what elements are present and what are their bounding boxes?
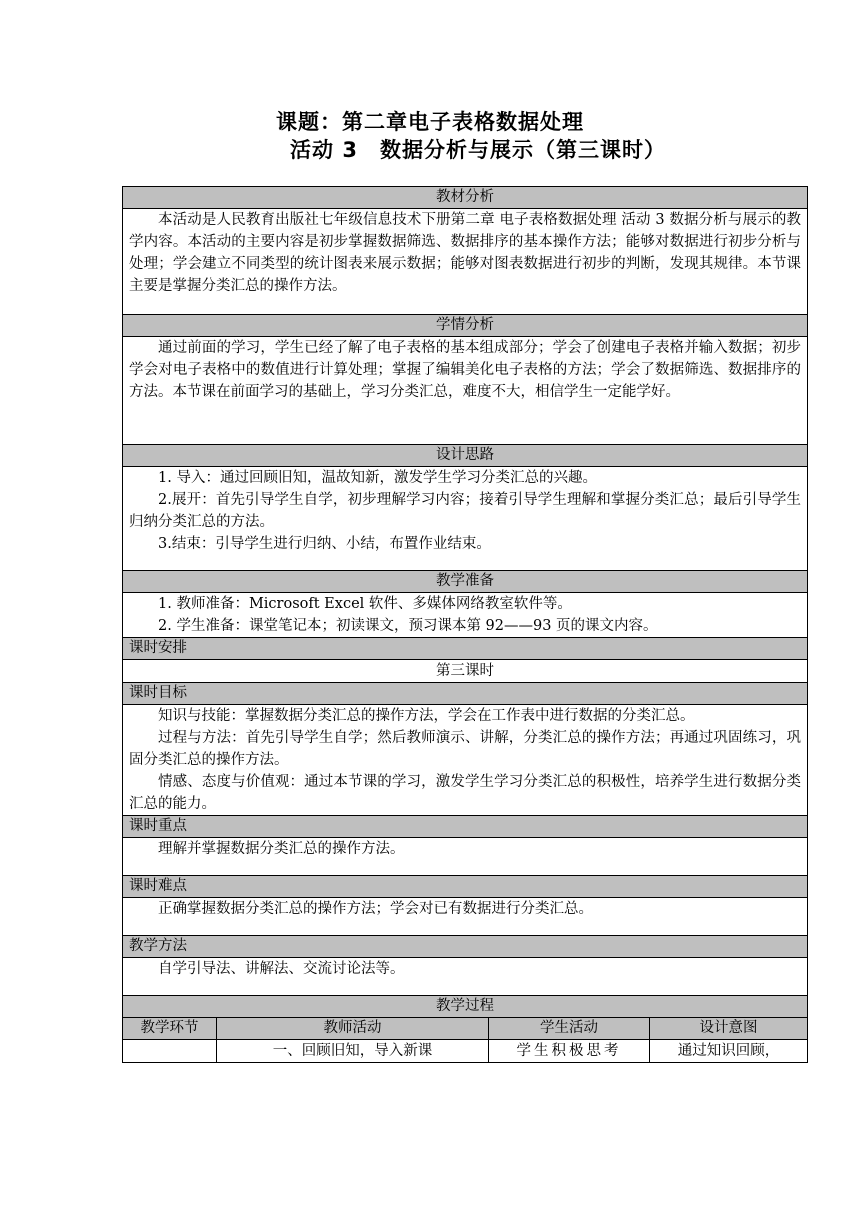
key-point-cell xyxy=(123,838,808,876)
section-header-row xyxy=(123,445,808,467)
preparation-item: 1. 教师准备：Microsoft Excel 软件、多媒体网络教室软件等。 xyxy=(158,596,572,612)
methods-header: 教学方法 xyxy=(123,936,808,958)
section-body-row xyxy=(123,705,808,816)
section-header-row xyxy=(123,816,808,838)
section-header-row xyxy=(123,936,808,958)
document-subtitle: 活动 3 数据分析与展示（第三课时） xyxy=(290,138,666,162)
key-point-text: 理解并掌握数据分类汇总的操作方法。 xyxy=(158,841,405,857)
process-column-header: 教学环节 xyxy=(123,1018,217,1040)
methods-text: 自学引导法、讲解法、交流讨论法等。 xyxy=(158,961,405,977)
section-header-row xyxy=(123,315,808,337)
preparation-header: 教学准备 xyxy=(123,571,808,593)
section-body-row xyxy=(123,660,808,683)
section-header-row xyxy=(123,187,808,209)
design-idea-item: 3.结束：引导学生进行归纳、小结，布置作业结束。 xyxy=(158,536,491,552)
textbook-analysis-cell xyxy=(123,209,808,315)
section-body-row xyxy=(123,898,808,936)
difficulty-cell xyxy=(123,898,808,936)
process-column-header: 设计意图 xyxy=(650,1018,808,1040)
objective-item: 情感、态度与价值观：通过本节课的学习，激发学生学习分类汇总的积极性，培养学生进行数据分类汇总的能力。 xyxy=(129,774,801,812)
schedule-header: 课时安排 xyxy=(123,638,808,660)
design-idea-item: 2.展开：首先引导学生自学，初步理解学习内容；接着引导学生理解和掌握分类汇总；最后引导学生归纳分类汇总的方法。 xyxy=(129,492,801,530)
design-ideas-cell xyxy=(123,467,808,571)
objective-item: 过程与方法：首先引导学生自学；然后教师演示、讲解，分类汇总的操作方法；再通过巩固练习，巩固分类汇总的操作方法。 xyxy=(129,730,801,768)
document-title: 课题：第二章电子表格数据处理 xyxy=(276,110,584,134)
student-analysis-cell xyxy=(123,337,808,445)
lesson-plan-table xyxy=(122,186,808,1063)
section-body-row xyxy=(123,467,808,571)
section-header-row xyxy=(123,638,808,660)
process-cell-student: 学生积极思考 xyxy=(489,1040,650,1063)
textbook-analysis-text: 本活动是人民教育出版社七年级信息技术下册第二章 电子表格数据处理 活动 3 数据分析与展示的教学内容。本活动的主要内容是初步掌握数据筛选、数据排序的基本操作方法；能够对数据进行初步分析与处理；学会建立不同类型的统计图表来展示数据；能够对图表数据进行初步的判断，发现其规律。本节课主要是掌握分类汇总的操作方法。 xyxy=(129,212,801,294)
design-ideas-header: 设计思路 xyxy=(123,445,808,467)
preparation-cell xyxy=(123,593,808,638)
difficulty-header: 课时难点 xyxy=(123,876,808,898)
section-body-row xyxy=(123,593,808,638)
process-row xyxy=(123,1040,808,1063)
design-idea-item: 1. 导入：通过回顾旧知，温故知新，激发学生学习分类汇总的兴趣。 xyxy=(158,470,597,486)
section-header-row xyxy=(123,683,808,705)
process-cell-teacher: 一、回顾旧知，导入新课 xyxy=(217,1040,489,1063)
methods-cell xyxy=(123,958,808,996)
process-cell-intent: 通过知识回顾， xyxy=(650,1040,808,1063)
objectives-cell xyxy=(123,705,808,816)
section-body-row xyxy=(123,958,808,996)
process-column-header: 教师活动 xyxy=(217,1018,489,1040)
key-point-header: 课时重点 xyxy=(123,816,808,838)
process-header: 教学过程 xyxy=(123,996,808,1018)
process-cell-stage xyxy=(123,1040,217,1063)
schedule-value: 第三课时 xyxy=(123,660,808,683)
section-body-row xyxy=(123,337,808,445)
preparation-item: 2. 学生准备：课堂笔记本；初读课文，预习课本第 92——93 页的课文内容。 xyxy=(158,618,658,634)
objective-item: 知识与技能：掌握数据分类汇总的操作方法，学会在工作表中进行数据的分类汇总。 xyxy=(158,708,695,724)
objectives-header: 课时目标 xyxy=(123,683,808,705)
process-column-header-row xyxy=(123,1018,808,1040)
section-header-row xyxy=(123,996,808,1018)
student-analysis-text: 通过前面的学习，学生已经了解了电子表格的基本组成部分；学会了创建电子表格并输入数据；初步学会对电子表格中的数值进行计算处理；掌握了编辑美化电子表格的方法；学会了数据筛选、数据排序的方法。本节课在前面学习的基础上，学习分类汇总，难度不大，相信学生一定能学好。 xyxy=(129,340,801,400)
difficulty-text: 正确掌握数据分类汇总的操作方法；学会对已有数据进行分类汇总。 xyxy=(158,901,593,917)
section-header-row xyxy=(123,876,808,898)
section-body-row xyxy=(123,838,808,876)
textbook-analysis-header: 教材分析 xyxy=(123,187,808,209)
student-analysis-header: 学情分析 xyxy=(123,315,808,337)
section-header-row xyxy=(123,571,808,593)
section-body-row xyxy=(123,209,808,315)
process-column-header: 学生活动 xyxy=(489,1018,650,1040)
